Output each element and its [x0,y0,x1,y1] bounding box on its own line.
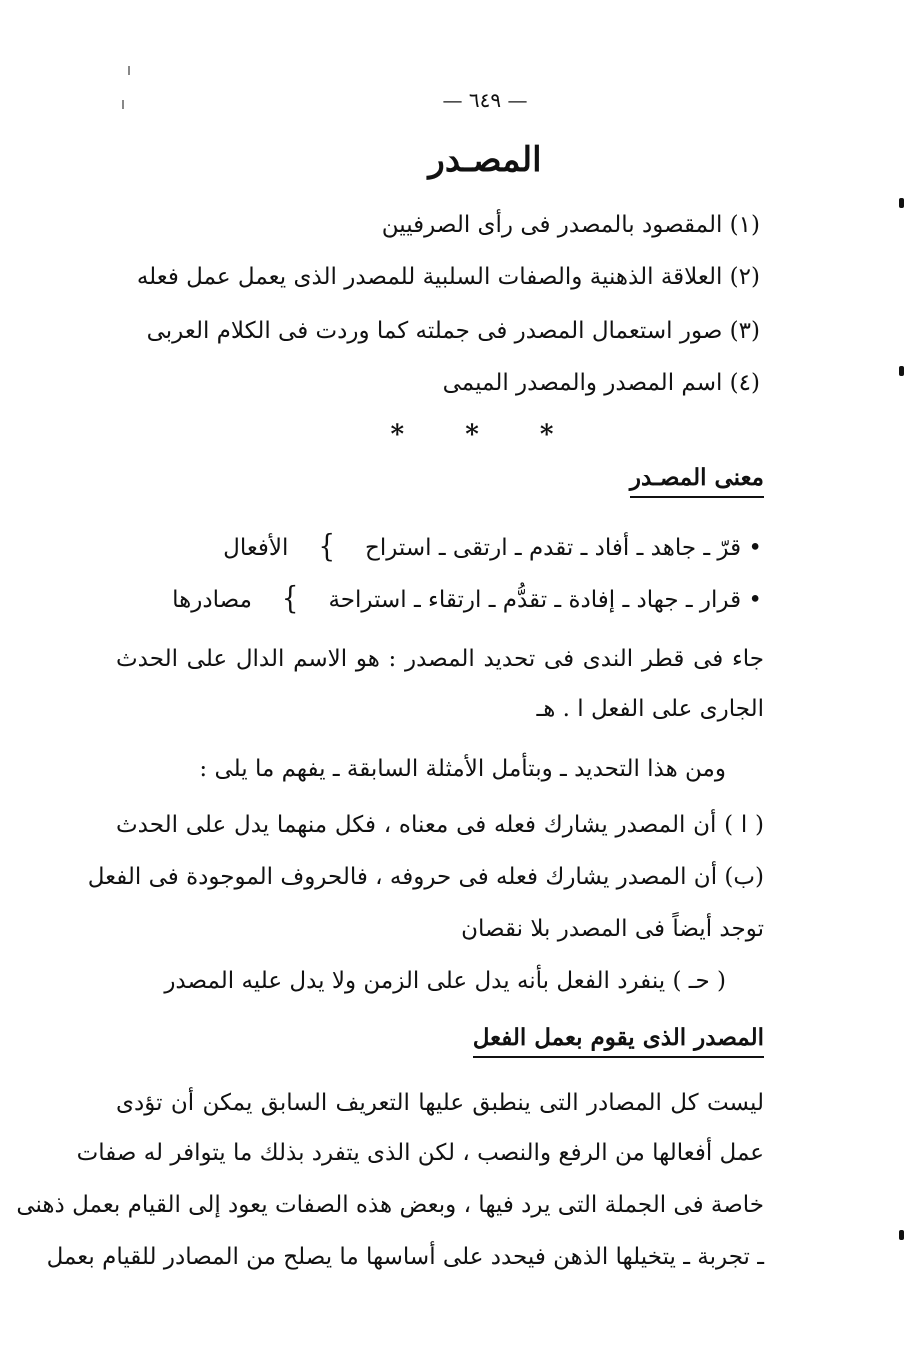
example-row-verbs [223,528,762,565]
paragraph-line: ـ تجربة ـ يتخيلها الذهن فيحدد على أساسها ما يصلح من المصادر للقيام بعمل [46,1244,764,1270]
intro-line: ومن هذا التحديد ـ وبتأمل الأمثلة السابقة ـ يفهم ما يلى : [199,756,726,782]
definition-line: جاء فى قطر الندى فى تحديد المصدر : هو الاسم الدال على الحدث [116,646,764,672]
scan-mark [128,66,130,75]
point-line: ( ا ) أن المصدر يشارك فعله فى معناه ، فكل منهما يدل على الحدث [116,812,764,838]
point-line: (ب) أن المصدر يشارك فعله فى حروفه ، فالحروف الموجودة فى الفعل [87,864,764,890]
example-words: • قرار ـ جهاد ـ إفادة ـ تقدُّم ـ ارتقاء ـ استراحة [328,587,762,613]
point-line: توجد أيضاً فى المصدر بلا نقصان [461,916,764,942]
example-tag: الأفعال [223,535,289,561]
example-words: • قرّ ـ جاهد ـ أفاد ـ تقدم ـ ارتقى ـ استراح [364,535,762,561]
section-heading: معنى المصـدر [630,464,764,498]
toc-item: (٢) العلاقة الذهنية والصفات السلبية للمصدر الذى يعمل عمل فعله [136,264,760,290]
scan-mark [899,1230,904,1240]
page-title: المصـدر [428,140,542,180]
point-line: ( حـ ) ينفرد الفعل بأنه يدل على الزمن ولا يدل عليه المصدر [164,968,726,994]
scan-mark [899,198,904,208]
paragraph-line: عمل أفعالها من الرفع والنصب ، لكن الذى يتفرد بذلك ما يتوافر له صفات [76,1140,764,1166]
brace-glyph: } [281,580,299,617]
section-heading: المصدر الذى يقوم بعمل الفعل [473,1024,764,1058]
example-tag: مصادرها [172,587,252,613]
toc-item: (١) المقصود بالمصدر فى رأى الصرفيين [381,212,760,238]
toc-item: (٤) اسم المصدر والمصدر الميمى [442,370,760,396]
definition-line: الجارى على الفعل ا . هـ [536,696,764,722]
toc-item: (٣) صور استعمال المصدر فى جملته كما وردت فى الكلام العربى [146,318,760,344]
scan-mark [899,366,904,376]
brace-glyph: } [318,528,335,565]
paragraph-line: ليست كل المصادر التى ينطبق عليها التعريف السابق يمكن أن تؤدى [116,1090,764,1116]
page-number: — ٦٤٩ — [442,88,528,112]
paragraph-line: خاصة فى الجملة التى يرد فيها ، وبعض هذه الصفات يعود إلى القيام بعمل ذهنى [16,1192,764,1218]
section-separator: * * * [390,420,580,450]
example-row-masdars [172,580,762,617]
